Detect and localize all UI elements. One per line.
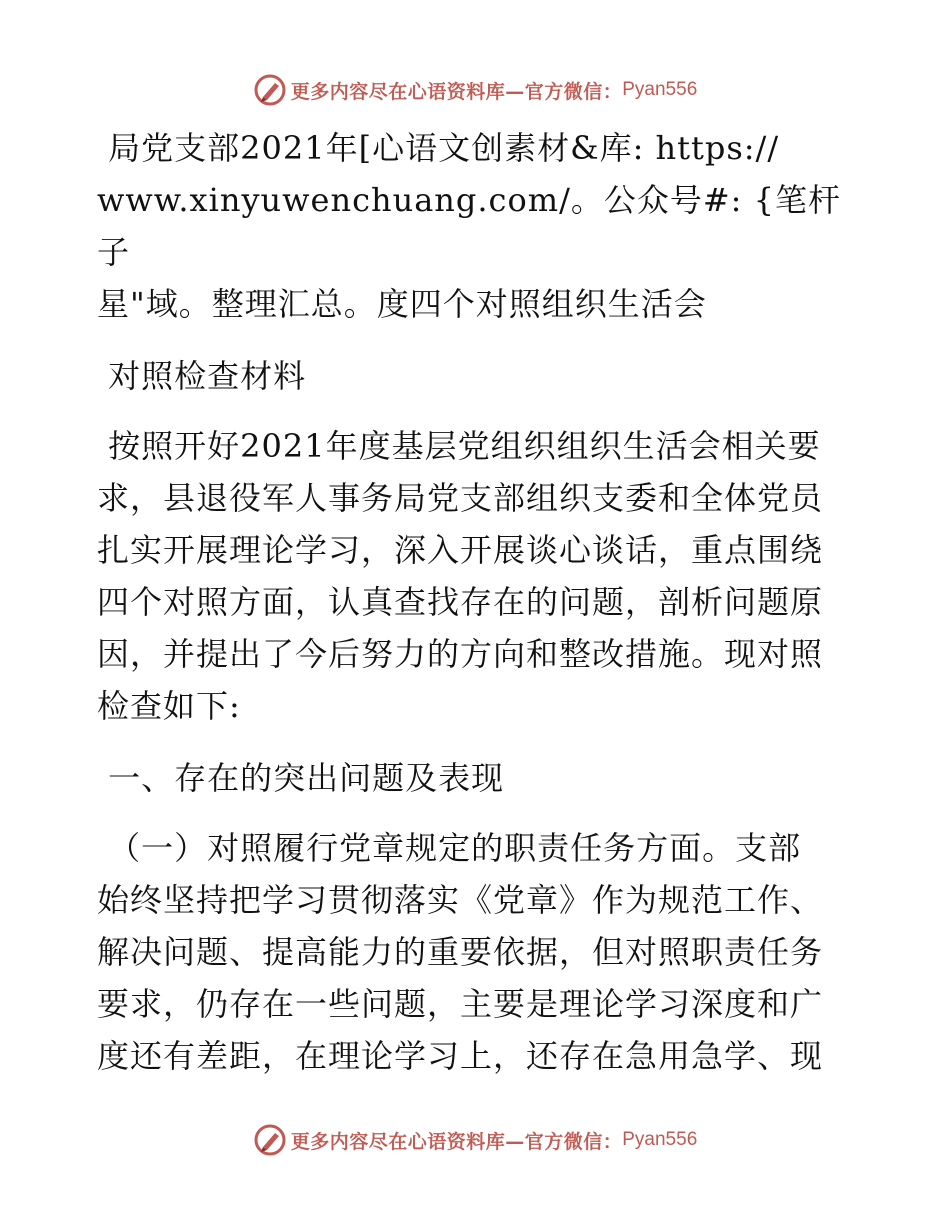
text-line: 始终坚持把学习贯彻落实《党章》作为规范工作、	[97, 881, 824, 919]
banner-text: 更多内容尽在心语资料库—官方微信：	[290, 80, 623, 103]
intro-paragraph	[97, 420, 857, 732]
text-line: 因，并提出了今后努力的方向和整改措施。现对照	[97, 635, 824, 673]
section-paragraph	[97, 822, 857, 1082]
text-line: www.xinyuwenchuang.com/。公众号#: {笔杆子	[97, 181, 841, 271]
pen-logo-icon	[253, 1123, 287, 1157]
pen-logo-icon	[253, 73, 287, 107]
section-heading: 一、存在的突出问题及表现	[97, 759, 505, 797]
banner-text: 更多内容尽在心语资料库—官方微信：	[290, 1130, 623, 1153]
header-watermark-banner	[0, 70, 950, 110]
text-line: 星"域。整理汇总。度四个对照组织生活会	[97, 285, 707, 323]
text-line: （一）对照履行党章规定的职责任务方面。支部	[97, 829, 802, 867]
text-line: 求，县退役军人事务局党支部组织支委和全体党员	[97, 479, 824, 517]
text-line: 解决问题、提高能力的重要依据，但对照职责任务	[97, 933, 824, 971]
footer-watermark-banner	[0, 1120, 950, 1160]
banner-wechat-id: Pyan556	[622, 1129, 698, 1150]
text-line: 检查如下:	[97, 687, 241, 725]
text-line: 四个对照方面，认真查找存在的问题，剖析问题原	[97, 583, 824, 621]
text-line: 按照开好2021年度基层党组织组织生活会相关要	[97, 427, 821, 465]
document-subtitle: 对照检查材料	[97, 357, 307, 395]
text-line: 扎实开展理论学习，深入开展谈心谈话，重点围绕	[97, 531, 824, 569]
text-line: 要求，仍存在一些问题，主要是理论学习深度和广	[97, 985, 824, 1023]
text-line: 局党支部2021年[心语文创素材&库: https://	[97, 129, 780, 167]
text-line: 度还有差距，在理论学习上，还存在急用急学、现	[97, 1037, 824, 1075]
document-body	[97, 122, 857, 1102]
banner-wechat-id: Pyan556	[622, 79, 698, 100]
document-title-paragraph	[97, 122, 857, 330]
